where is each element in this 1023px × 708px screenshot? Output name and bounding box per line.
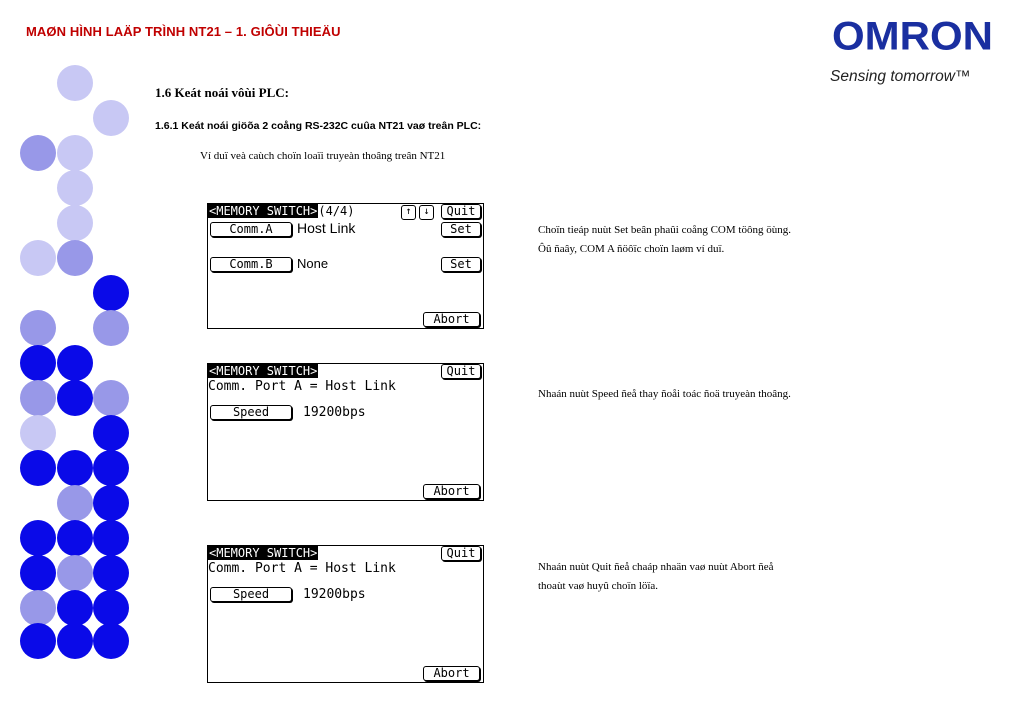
description-step-1: [538, 221, 791, 259]
description-step-2: [538, 385, 791, 404]
memory-switch-screen-page4: [207, 203, 484, 329]
screen-header: [208, 204, 355, 218]
decorative-dot: [93, 555, 129, 591]
decorative-dot: [57, 380, 93, 416]
decorative-dot: [20, 135, 56, 171]
page-down-button[interactable]: [419, 205, 434, 220]
decorative-dot: [57, 65, 93, 101]
decorative-dot: [57, 240, 93, 276]
decorative-dot: [93, 520, 129, 556]
decorative-dot: [20, 450, 56, 486]
decorative-dot: [20, 623, 56, 659]
screen-header-title: <MEMORY SWITCH>: [209, 546, 318, 560]
screen-header-title: <MEMORY SWITCH>: [209, 364, 318, 378]
decorative-dot: [93, 380, 129, 416]
comm-a-button[interactable]: Comm.A: [210, 222, 292, 237]
decorative-dot: [20, 590, 56, 626]
down-arrow-icon: ↓: [423, 206, 430, 217]
decorative-dot: [57, 520, 93, 556]
description-line: Choïn tieáp nuùt Set beân phaûi coång COM töông öùng.: [538, 224, 791, 236]
decorative-dot: [20, 415, 56, 451]
decorative-dot: [20, 555, 56, 591]
decorative-dot: [93, 590, 129, 626]
comm-b-value: None: [297, 256, 329, 271]
logo-tagline: Sensing tomorrow™: [830, 68, 971, 85]
decorative-dot: [20, 345, 56, 381]
comm-a-value: Host Link: [297, 220, 356, 236]
memory-switch-screen-confirm: [207, 545, 484, 683]
set-comm-a-button[interactable]: Set: [441, 222, 481, 237]
screen-header: [208, 546, 318, 560]
decorative-dot: [93, 450, 129, 486]
comm-port-a-line: Comm. Port A = Host Link: [208, 561, 396, 576]
decorative-dot: [20, 310, 56, 346]
description-line: Nhaán nuùt Quit ñeå chaáp nhaän vaø nuùt Abort ñeå: [538, 561, 774, 573]
screen-header-title: <MEMORY SWITCH>: [209, 204, 318, 218]
decorative-dot: [93, 310, 129, 346]
screen-header: [208, 364, 318, 378]
speed-button[interactable]: Speed: [210, 405, 292, 420]
decorative-dot: [57, 590, 93, 626]
page-up-button[interactable]: [401, 205, 416, 220]
description-line: Ôû ñaây, COM A ñöôïc choïn laøm ví duï.: [538, 243, 725, 255]
section-title: 1.6 Keát noái vôùi PLC:: [155, 85, 289, 100]
decorative-dot: [57, 623, 93, 659]
decorative-dot: [20, 380, 56, 416]
page-header-title: MAØN HÌNH LAÄP TRÌNH NT21 – 1. GIÔÙI THIEÄU: [26, 24, 341, 39]
subsection-title: 1.6.1 Keát noái giöõa 2 coång RS-232C cuûa NT21 vaø treân PLC:: [155, 120, 482, 132]
speed-value: 19200bps: [303, 405, 366, 420]
decorative-dot-column: [0, 0, 140, 708]
decorative-dot: [57, 170, 93, 206]
speed-value: 19200bps: [303, 587, 366, 602]
decorative-dot: [57, 555, 93, 591]
quit-button[interactable]: Quit: [441, 204, 481, 219]
decorative-dot: [93, 100, 129, 136]
decorative-dot: [20, 240, 56, 276]
intro-text: Ví duï veà caùch choïn loaïi truyeàn thoâng treân NT21: [200, 150, 446, 162]
abort-button[interactable]: Abort: [423, 484, 480, 499]
comm-port-a-line: Comm. Port A = Host Link: [208, 379, 396, 394]
speed-button[interactable]: Speed: [210, 587, 292, 602]
decorative-dot: [93, 623, 129, 659]
description-step-3: [538, 558, 774, 596]
decorative-dot: [93, 275, 129, 311]
decorative-dot: [20, 520, 56, 556]
comm-b-button[interactable]: Comm.B: [210, 257, 292, 272]
quit-button[interactable]: Quit: [441, 546, 481, 561]
quit-button[interactable]: Quit: [441, 364, 481, 379]
decorative-dot: [93, 415, 129, 451]
decorative-dot: [57, 135, 93, 171]
up-arrow-icon: ↑: [405, 206, 412, 217]
decorative-dot: [93, 485, 129, 521]
abort-button[interactable]: Abort: [423, 312, 480, 327]
decorative-dot: [57, 205, 93, 241]
omron-logo: [832, 13, 993, 58]
page-indicator: (4/4): [318, 204, 355, 218]
description-line: Nhaán nuùt Speed ñeå thay ñoåi toác ñoä truyeàn thoâng.: [538, 388, 791, 400]
decorative-dot: [57, 485, 93, 521]
decorative-dot: [57, 450, 93, 486]
set-comm-b-button[interactable]: Set: [441, 257, 481, 272]
abort-button[interactable]: Abort: [423, 666, 480, 681]
decorative-dot: [57, 345, 93, 381]
omron-logo-text: OMRON: [832, 13, 993, 58]
memory-switch-screen-port-a: [207, 363, 484, 501]
description-line: thoaùt vaø huyû choïn löïa.: [538, 580, 659, 592]
